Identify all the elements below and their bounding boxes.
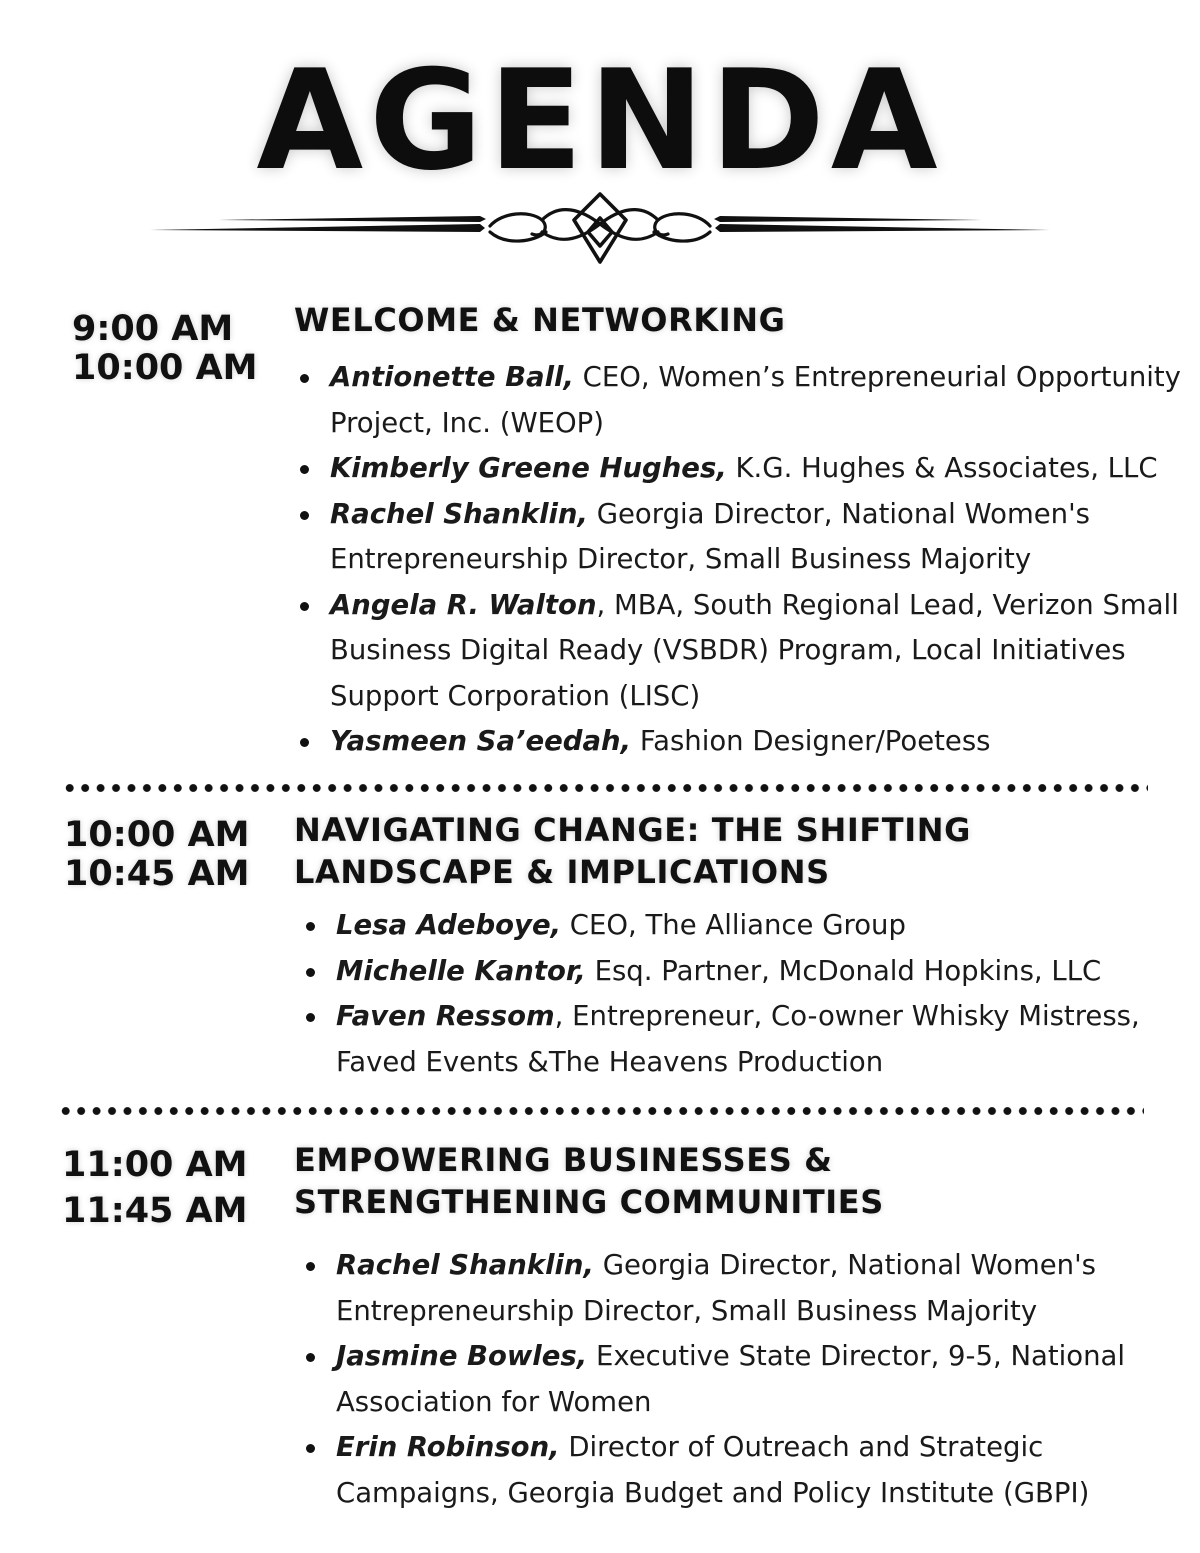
dotted-divider [58, 1105, 1144, 1117]
list-item [296, 446, 1186, 492]
speaker-detail: Esq. Partner, McDonald Hopkins, LLC [585, 954, 1102, 987]
speaker-name: Faven Ressom [336, 1000, 555, 1032]
list-item [302, 1334, 1172, 1425]
session-3-heading: EMPOWERING BUSINESSES & STRENGTHENING COMMUNITIES [294, 1141, 884, 1221]
session-3-end-time: 11:45 AM [62, 1191, 248, 1231]
session-1-end-time: 10:00 AM [72, 348, 258, 388]
list-item [296, 719, 1186, 765]
dotted-divider [62, 782, 1148, 794]
list-item [302, 994, 1162, 1085]
page-title: AGENDA [256, 40, 944, 201]
speaker-name: Lesa Adeboye, [336, 909, 562, 941]
speaker-name: Michelle Kantor, [336, 954, 586, 987]
speaker-name: Jasmine Bowles, [336, 1340, 588, 1372]
session-1-heading: WELCOME & NETWORKING [294, 301, 786, 339]
speaker-detail: Fashion Designer/Poetess [631, 725, 991, 757]
speaker-detail: , Entrepreneur, Co-owner Whisky Mistress, Faved Events &The Heavens Production [336, 1000, 1140, 1078]
session-1-speaker-list [296, 355, 1186, 765]
speaker-name: Yasmeen Sa’eedah, [330, 725, 632, 757]
session-2-heading: NAVIGATING CHANGE: THE SHIFTING LANDSCAPE & IMPLICATIONS [294, 811, 971, 891]
session-2-end-time: 10:45 AM [64, 854, 250, 894]
session-2-speaker-list [302, 903, 1162, 1085]
session-1-start-time: 9:00 AM [72, 309, 234, 349]
speaker-detail: Director of Outreach and Strategic Campaigns, Georgia Budget and Policy Institute (GBPI) [336, 1431, 1090, 1509]
list-item [302, 1425, 1172, 1516]
speaker-detail: Georgia Director, National Women's Entrepreneurship Director, Small Business Majority [336, 1249, 1096, 1327]
list-item [296, 355, 1186, 446]
speaker-detail: K.G. Hughes & Associates, LLC [726, 452, 1158, 484]
session-2-start-time: 10:00 AM [64, 815, 250, 855]
list-item [302, 949, 1162, 995]
speaker-detail: CEO, Women’s Entrepreneurial Opportunity Project, Inc. (WEOP) [330, 361, 1181, 439]
speaker-detail: Georgia Director, National Women's Entrepreneurship Director, Small Business Majority [330, 497, 1090, 575]
speaker-name: Antionette Ball, [330, 361, 574, 393]
speaker-name: Erin Robinson, [336, 1431, 560, 1463]
session-3-speaker-list [302, 1243, 1172, 1516]
list-item [302, 1243, 1172, 1334]
list-item [296, 492, 1186, 583]
speaker-detail: Executive State Director, 9-5, National Association for Women [336, 1340, 1126, 1418]
list-item [296, 583, 1186, 720]
speaker-detail: , MBA, South Regional Lead, Verizon Small Business Digital Ready (VSBDR) Program, Local Initiatives Support Corporation (LISC) [330, 588, 1179, 712]
speaker-detail: CEO, The Alliance Group [561, 909, 906, 941]
speaker-name: Angela R. Walton [330, 588, 597, 621]
ornamental-divider-icon [150, 188, 1050, 268]
session-3-start-time: 11:00 AM [62, 1145, 248, 1185]
speaker-name: Rachel Shanklin, [336, 1249, 594, 1281]
list-item [302, 903, 1162, 949]
speaker-name: Kimberly Greene Hughes, [330, 452, 727, 484]
speaker-name: Rachel Shanklin, [330, 497, 588, 530]
